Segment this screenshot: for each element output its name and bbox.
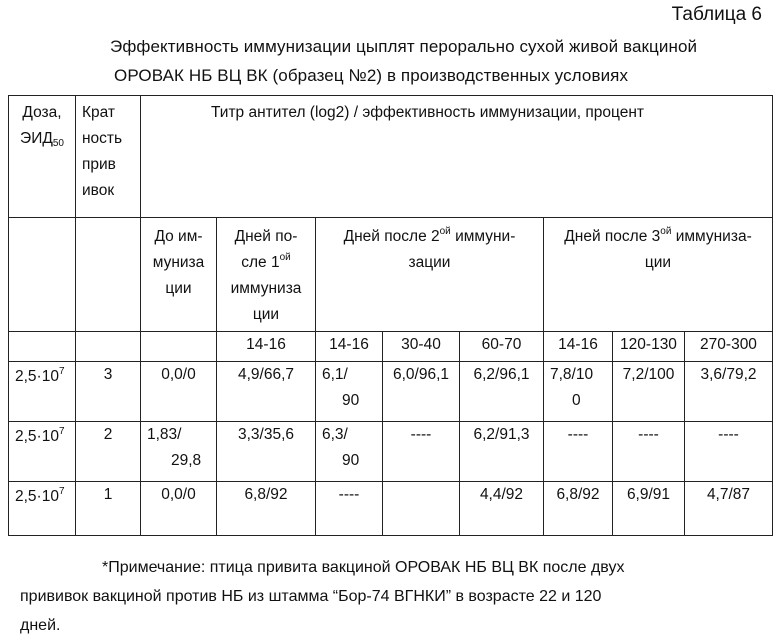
after2-line1: Дней после $2^{ой}$ иммуни- [343, 226, 516, 245]
after1-cell: 3,3/35,6 [217, 422, 316, 482]
dose-cell: $2,5\cdot 10^7$ [9, 422, 76, 482]
table-title-line-1: Эффективность иммунизации цыплят перорально сухой живой вакциной [110, 37, 698, 56]
after3-cell: ---- [685, 422, 773, 482]
immunization-table [8, 95, 773, 536]
dose-header-line2: $ЭИД_{50}$ [20, 130, 64, 149]
empty-cell [141, 332, 217, 362]
table-title-line-2: ОРОВАК НБ ВЦ ВК (образец №2) в производственных условиях [114, 66, 629, 85]
mult-cell: 1 [76, 482, 141, 536]
after3-cell: 7,8/10 0 [544, 362, 613, 422]
dose-cell: $2,5\cdot 10^7$ [9, 482, 76, 536]
after2-cell: 6,0/96,1 [383, 362, 460, 422]
after3-cell: ---- [613, 422, 685, 482]
days-header-cell: 14-16 [217, 332, 316, 362]
after3-cell: 4,7/87 [685, 482, 773, 536]
after2-cell: 6,3/ 90 [316, 422, 383, 482]
after2-cell: 6,2/91,3 [460, 422, 544, 482]
mult-cell: 2 [76, 422, 141, 482]
titer-caption: Титр антител (log2) / эффективность иммунизации, процент [141, 96, 773, 218]
footnote [20, 553, 772, 640]
after1-line3: иммуниза [230, 280, 302, 297]
days-header-cell: 60-70 [460, 332, 544, 362]
after2-line2: зации [408, 254, 451, 271]
before-line3: ции [165, 280, 192, 297]
footnote-line2: прививок вакциной против НБ из штамма “Бор-74 ВГНКИ” в возрасте 22 и 120 [20, 588, 602, 605]
after3-cell: 3,6/79,2 [685, 362, 773, 422]
multiplicity-header [76, 96, 141, 218]
after2-cell: 6,1/ 90 [316, 362, 383, 422]
after3-cell: 6,9/91 [613, 482, 685, 536]
after2-cell: 4,4/92 [460, 482, 544, 536]
empty-cell [9, 218, 76, 332]
days-header-cell: 120-130 [613, 332, 685, 362]
empty-cell [9, 332, 76, 362]
before-immunization-header [141, 218, 217, 332]
mult-line2: ность [82, 130, 123, 147]
dose-header [9, 96, 76, 218]
after2-cell: ---- [316, 482, 383, 536]
dose-cell: $2,5\cdot 10^7$ [9, 362, 76, 422]
mult-line3: прив [82, 156, 116, 173]
after2-cell: ---- [383, 422, 460, 482]
after2-cell [383, 482, 460, 536]
after3-line1: Дней после $3^{ой}$ иммуниза- [564, 226, 752, 245]
after3-cell: 6,8/92 [544, 482, 613, 536]
days-header-cell: 14-16 [544, 332, 613, 362]
days-header-cell: 270-300 [685, 332, 773, 362]
after1-cell: 6,8/92 [217, 482, 316, 536]
table-row [9, 482, 773, 536]
empty-cell [76, 332, 141, 362]
mult-line1: Крат [82, 104, 116, 121]
before-line2: муниза [152, 254, 205, 271]
after3-line2: ции [644, 254, 672, 271]
empty-cell [76, 218, 141, 332]
after2-cell: 6,2/96,1 [460, 362, 544, 422]
after1-line2: сле $1^{ой}$ [241, 252, 291, 271]
after1-cell: 4,9/66,7 [217, 362, 316, 422]
after-first-header [217, 218, 316, 332]
after1-line4: ции [252, 306, 280, 323]
mult-cell: 3 [76, 362, 141, 422]
table-number: Таблица 6 [671, 4, 762, 25]
before-cell: 1,83/ 29,8 [141, 422, 217, 482]
after3-cell: 7,2/100 [613, 362, 685, 422]
table-row [9, 362, 773, 422]
before-cell: 0,0/0 [141, 482, 217, 536]
footnote-line3: дней. [20, 617, 61, 634]
mult-line4: ивок [82, 182, 115, 199]
after1-line1: Дней по- [234, 228, 298, 245]
footnote-line1: *Примечание: птица привита вакциной ОРОВАК НБ ВЦ ВК после двух [102, 559, 625, 576]
after-second-header [316, 218, 544, 332]
days-header-cell: 14-16 [316, 332, 383, 362]
dose-header-line1: Доза, [22, 104, 62, 121]
days-header-cell: 30-40 [383, 332, 460, 362]
after3-cell: ---- [544, 422, 613, 482]
before-line1: До им- [154, 228, 203, 245]
before-cell: 0,0/0 [141, 362, 217, 422]
table-row [9, 422, 773, 482]
after-third-header [544, 218, 773, 332]
